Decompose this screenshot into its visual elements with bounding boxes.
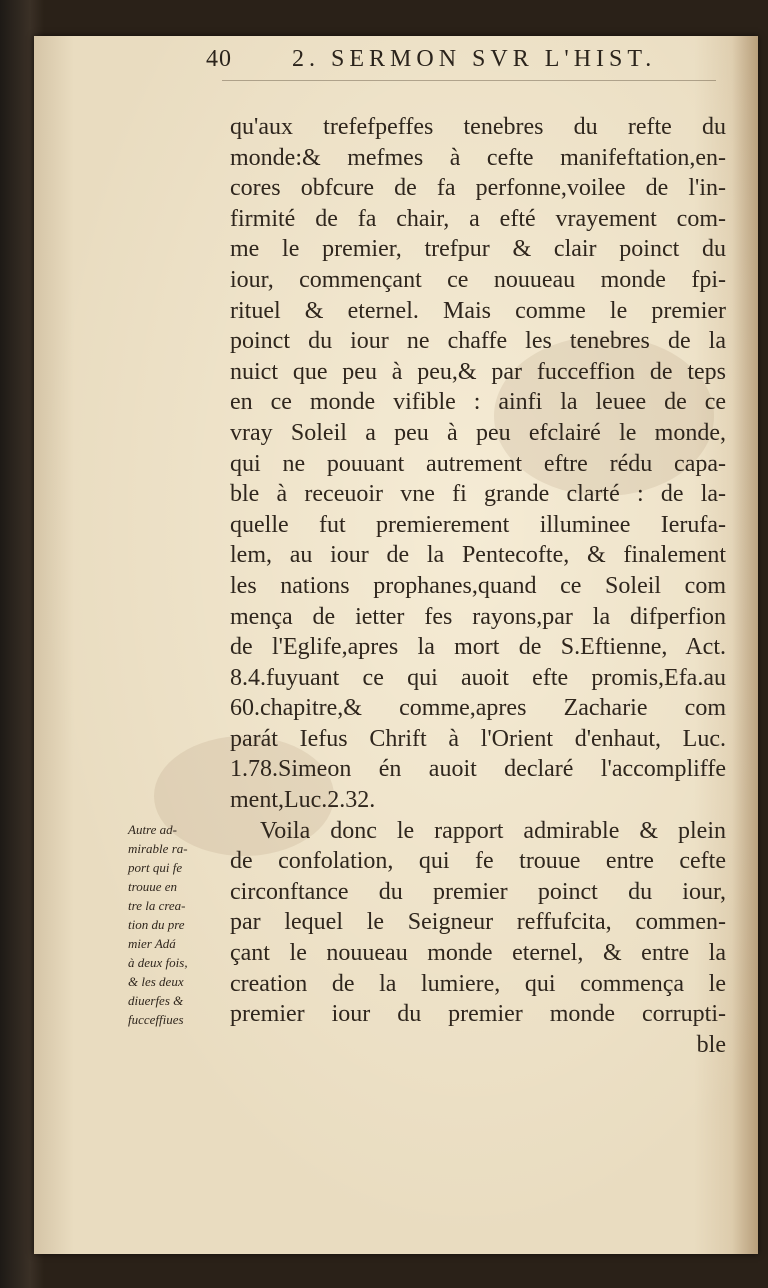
- text-line: firmité de fa chair, a efté vrayement com-: [230, 205, 726, 232]
- text-line: creation de la lumiere, qui commença le: [230, 970, 726, 997]
- text-line: lem, au iour de la Pentecofte, & finalement: [230, 542, 726, 569]
- text-line: me le premier, trefpur & clair poinct du: [230, 236, 726, 263]
- page-gutter-shadow: [732, 36, 758, 1254]
- marginal-note-line: trouue en: [128, 879, 177, 894]
- text-line: parát Iefus Chrift à l'Orient d'enhaut, Luc.: [230, 725, 726, 752]
- paragraph-start-line: Voila donc le rapport admirable & plein: [260, 817, 726, 844]
- text-line: par lequel le Seigneur reffufcita, commen-: [230, 909, 726, 936]
- marginal-note-line: tion du pre: [128, 917, 185, 932]
- text-line: qui ne pouuant autrement eftre rédu capa-: [230, 450, 726, 477]
- marginal-note-line: fucceffiues: [128, 1012, 184, 1027]
- text-line: monde:& mefmes à cefte manifeftation,en-: [230, 144, 726, 171]
- marginal-note-line: port qui fe: [128, 860, 183, 875]
- text-line: nuict que peu à peu,& par fucceffion de teps: [230, 358, 726, 385]
- marginal-note: [128, 820, 230, 1029]
- text-line: rituel & eternel. Mais comme le premier: [230, 297, 726, 324]
- text-line: ble à receuoir vne fi grande clarté : de la-: [230, 481, 726, 508]
- header-rule: [222, 80, 716, 81]
- text-line: 8.4.fuyuant ce qui auoit efte promis,Efa.au: [230, 664, 726, 691]
- text-line: 1.78.Simeon én auoit declaré l'accompliffe: [230, 756, 726, 783]
- text-line: vray Soleil a peu à peu efclairé le monde,: [230, 419, 726, 446]
- page-number: 40: [206, 46, 232, 72]
- text-line: premier iour du premier monde corrupti-: [230, 1001, 726, 1028]
- text-line: de l'Eglife,apres la mort de S.Eftienne, Act.: [230, 634, 726, 661]
- body-text: [230, 112, 726, 1060]
- text-line: çant le nouueau monde eternel, & entre la: [230, 940, 726, 967]
- marginal-note-line: & les deux: [128, 974, 184, 989]
- text-line: quelle fut premierement illuminee Ierufa-: [230, 511, 726, 538]
- marginal-note-line: mirable ra-: [128, 841, 188, 856]
- catchword: ble: [696, 1031, 726, 1058]
- text-line: en ce monde vifible : ainfi la leuee de ce: [230, 389, 726, 416]
- marginal-note-line: à deux fois,: [128, 955, 188, 970]
- text-line: de confolation, qui fe trouue entre cefte: [230, 848, 726, 875]
- text-line: cores obfcure de fa perfonne,voilee de l'in-: [230, 175, 726, 202]
- marginal-note-line: diuerfes &: [128, 993, 184, 1008]
- text-line: ment,Luc.2.32.: [230, 787, 376, 814]
- text-line: les nations prophanes,quand ce Soleil com: [230, 572, 726, 599]
- text-line: qu'aux trefefpeffes tenebres du refte du: [230, 114, 726, 140]
- text-line: 60.chapitre,& comme,apres Zacharie com: [230, 695, 726, 722]
- marginal-note-line: Autre ad-: [128, 822, 177, 837]
- marginal-note-line: tre la crea-: [128, 898, 186, 913]
- text-line: poinct du iour ne chaffe les tenebres de la: [230, 328, 726, 355]
- running-title: 2. SERMON SVR L'HIST.: [292, 46, 657, 72]
- text-line: mença de ietter fes rayons,par la difperfion: [230, 603, 726, 630]
- running-header: [206, 46, 706, 76]
- text-line: circonftance du premier poinct du iour,: [230, 878, 726, 905]
- marginal-note-line: mier Adá: [128, 936, 176, 951]
- text-line: iour, commençant ce nouueau monde fpi-: [230, 266, 726, 293]
